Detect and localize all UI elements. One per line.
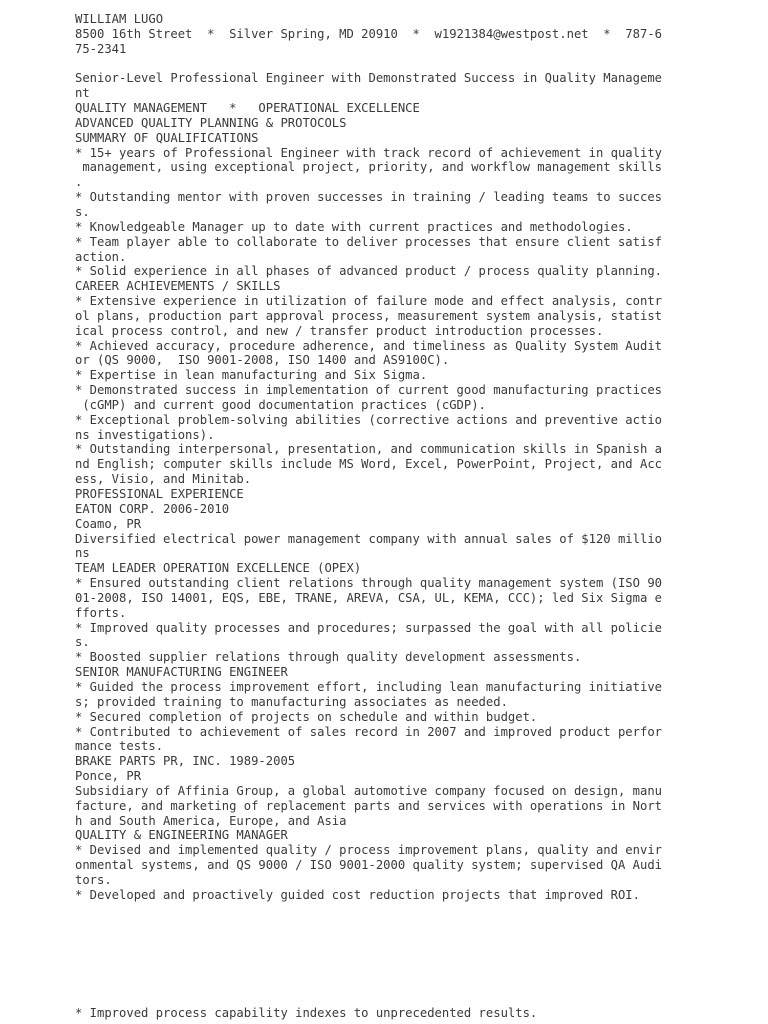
employer-description: ns xyxy=(75,546,90,561)
summary-line: action. xyxy=(75,249,127,264)
achievement-line: ess, Visio, and Minitab. xyxy=(75,472,252,487)
summary-line: * 15+ years of Professional Engineer with track record of achievement in quality xyxy=(75,145,662,160)
section-heading-experience: PROFESSIONAL EXPERIENCE xyxy=(75,487,244,501)
job-bullet-line: * Developed and proactively guided cost reduction projects that improved ROI. xyxy=(75,887,640,902)
achievement-line: (cGMP) and current good documentation practices (cGDP). xyxy=(75,397,486,412)
employer-description: facture, and marketing of replacement parts and services with operations in Nort xyxy=(75,798,662,813)
contact-line-continued: 75-2341 xyxy=(75,41,127,56)
achievement-line: nd English; computer skills include MS Word, Excel, PowerPoint, Project, and Acc xyxy=(75,457,662,472)
job-bullet-line: * Contributed to achievement of sales record in 2007 and improved product perfor xyxy=(75,724,662,739)
employer-description: h and South America, Europe, and Asia xyxy=(75,813,347,828)
achievement-line: * Demonstrated success in implementation of current good manufacturing practices xyxy=(75,383,662,398)
job-bullet-line: fforts. xyxy=(75,605,127,620)
employer-name: BRAKE PARTS PR, INC. 1989-2005 xyxy=(75,754,296,769)
summary-line: management, using exceptional project, priority, and workflow management skills xyxy=(75,160,662,175)
headline-keywords: QUALITY MANAGEMENT * OPERATIONAL EXCELLENCE xyxy=(75,101,420,116)
achievement-line: ical process control, and new / transfer product introduction processes. xyxy=(75,323,604,338)
job-bullet-line: s. xyxy=(75,635,90,650)
job-title: SENIOR MANUFACTURING ENGINEER xyxy=(75,665,288,680)
headline-keywords: ADVANCED QUALITY PLANNING & PROTOCOLS xyxy=(75,115,347,130)
summary-line: * Outstanding mentor with proven successes in training / leading teams to succes xyxy=(75,190,662,205)
summary-line: * Team player able to collaborate to deliver processes that ensure client satisf xyxy=(75,234,662,249)
job-bullet-line: s; provided training to manufacturing associates as needed. xyxy=(75,694,508,709)
job-title: TEAM LEADER OPERATION EXCELLENCE (OPEX) xyxy=(75,561,362,576)
candidate-name: WILLIAM LUGO xyxy=(75,12,164,26)
employer-location: Ponce, PR xyxy=(75,769,142,784)
job-bullet-line: onmental systems, and QS 9000 / ISO 9001-2000 quality system; supervised QA Audi xyxy=(75,858,662,873)
job-bullet-line: * Improved quality processes and procedures; surpassed the goal with all policie xyxy=(75,620,662,635)
spacer xyxy=(75,57,695,72)
headline-line: nt xyxy=(75,86,90,101)
employer-name: EATON CORP. 2006-2010 xyxy=(75,501,230,516)
summary-line: * Knowledgeable Manager up to date with current practices and methodologies. xyxy=(75,219,633,234)
achievement-line: or (QS 9000, ISO 9001-2008, ISO 1400 and AS9100C). xyxy=(75,353,450,368)
achievement-line: ol plans, production part approval process, measurement system analysis, statist xyxy=(75,308,662,323)
section-heading-achievements: CAREER ACHIEVEMENTS / SKILLS xyxy=(75,279,281,294)
achievement-line: * Achieved accuracy, procedure adherence, and timeliness as Quality System Audit xyxy=(75,338,662,353)
contact-line: 8500 16th Street * Silver Spring, MD 20910 * w1921384@westpost.net * 787-6 xyxy=(75,26,662,41)
job-title: QUALITY & ENGINEERING MANAGER xyxy=(75,828,288,843)
job-bullet-line: * Ensured outstanding client relations through quality management system (ISO 90 xyxy=(75,576,662,591)
job-bullet-line: tors. xyxy=(75,872,112,887)
achievement-line: * Outstanding interpersonal, presentation, and communication skills in Spanish a xyxy=(75,442,662,457)
section-heading-summary: SUMMARY OF QUALIFICATIONS xyxy=(75,130,259,145)
employer-description: Subsidiary of Affinia Group, a global automotive company focused on design, manu xyxy=(75,783,662,798)
summary-line: s. xyxy=(75,204,90,219)
page-continuation xyxy=(75,1006,695,1021)
job-bullet-line: 01-2008, ISO 14001, EQS, EBE, TRANE, AREVA, CSA, UL, KEMA, CCC); led Six Sigma e xyxy=(75,590,662,605)
employer-location: Coamo, PR xyxy=(75,516,142,531)
job-bullet-line: * Guided the process improvement effort, including lean manufacturing initiative xyxy=(75,679,662,694)
achievement-line: ns investigations). xyxy=(75,427,215,442)
achievement-line: * Expertise in lean manufacturing and Six Sigma. xyxy=(75,368,428,383)
headline-line: Senior-Level Professional Engineer with Demonstrated Success in Quality Manageme xyxy=(75,71,662,86)
achievement-line: * Extensive experience in utilization of failure mode and effect analysis, contr xyxy=(75,294,662,309)
summary-line: . xyxy=(75,175,83,190)
job-bullet-line: * Improved process capability indexes to unprecedented results. xyxy=(75,1006,538,1020)
resume-body xyxy=(75,12,695,903)
job-bullet-line: mance tests. xyxy=(75,739,164,754)
job-bullet-line: * Boosted supplier relations through quality development assessments. xyxy=(75,650,582,665)
summary-line: * Solid experience in all phases of advanced product / process quality planning. xyxy=(75,264,662,279)
job-bullet-line: * Secured completion of projects on schedule and within budget. xyxy=(75,709,538,724)
job-bullet-line: * Devised and implemented quality / process improvement plans, quality and envir xyxy=(75,843,662,858)
achievement-line: * Exceptional problem-solving abilities (corrective actions and preventive actio xyxy=(75,412,662,427)
employer-description: Diversified electrical power management company with annual sales of $120 millio xyxy=(75,531,662,546)
